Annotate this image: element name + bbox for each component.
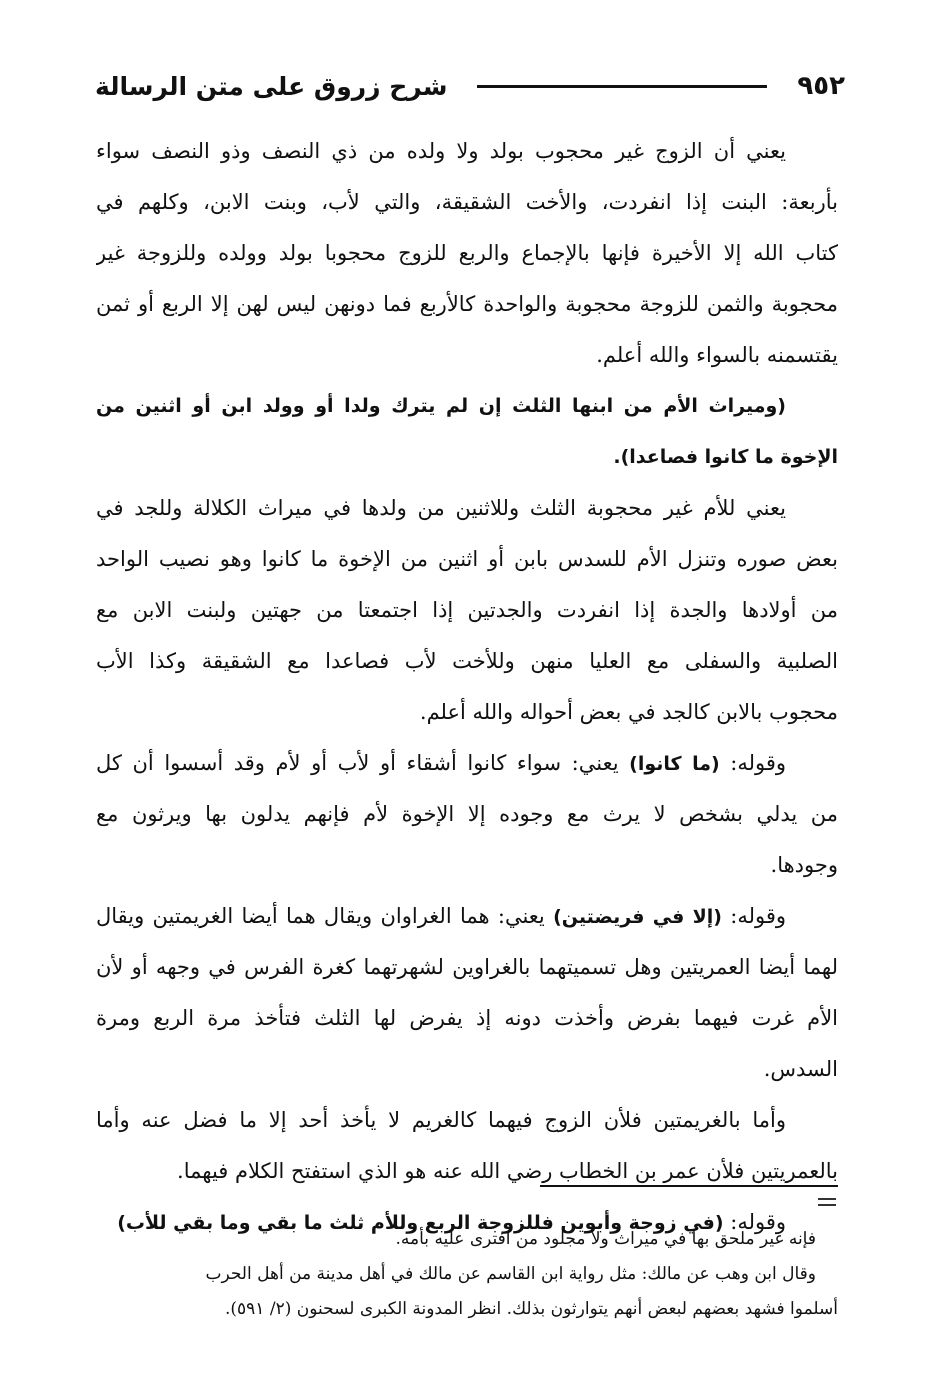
- footnote-continuation-mark: [818, 1198, 836, 1210]
- text-line: كتاب الله إلا الأخيرة فإنها بالإجماع والربع للزوج محجوبا بولد وولده وللزوجة غير: [96, 241, 838, 265]
- text-line: محجوبة والثمن للزوجة محجوبة والواحدة كالأربع فما دونهن ليس لهن إلا الربع أو ثمن: [96, 292, 838, 316]
- text-fragment: يعني: هما الغراوان ويقال هما أيضا الغريمتين ويقال: [96, 904, 554, 928]
- matn-term: (إلا في فريضتين): [553, 906, 722, 928]
- text-line: الأم غرت فيهما بفرض وأخذت دونه إذ يفرض لها الثلث فتأخذ مرة الربع ومرة: [96, 1006, 838, 1030]
- header-rule: [477, 85, 767, 88]
- text-line: السدس.: [763, 1057, 838, 1081]
- page-number: ٩٥٢: [797, 71, 845, 101]
- text-line: يعني للأم غير محجوبة الثلث وللاثنين من ولدها في ميراث الكلالة وللجد في: [96, 496, 786, 520]
- book-title: شرح زروق على متن الرسالة: [95, 71, 448, 101]
- text-line: الصلبية والسفلى مع العليا منهن وللأخت لأب فصاعدا مع الشقيقة وكذا الأب: [96, 649, 838, 673]
- main-text: [96, 126, 838, 1248]
- matn-line: الإخوة ما كانوا فصاعدا).: [613, 446, 838, 468]
- text-line: [96, 738, 838, 789]
- text-line: وجودها.: [770, 853, 838, 877]
- text-line: وأما بالغريمتين فلأن الزوج فيهما كالغريم لا يأخذ أحد إلا ما فضل عنه وأما: [96, 1108, 786, 1132]
- matn-line: (وميراث الأم من ابنها الثلث إن لم يترك ولدا أو وولد ابن أو اثنين من: [96, 395, 786, 417]
- footnote-line: فإنه غير ملحق بها في ميراث ولا مجلود من افترى عليه بأمه.: [395, 1229, 816, 1249]
- matn-term: (في زوجة وأبوين فللزوجة الربع وللأم ثلث ما بقي وما بقي للأب): [117, 1212, 724, 1234]
- text-line: من أولادها والجدة إذا انفردت والجدتين إذا اجتمعتا من جهتين ولبنت الابن مع: [96, 598, 838, 622]
- text-line: محجوب بالابن كالجد في بعض أحواله والله أعلم.: [419, 700, 838, 724]
- footnote-separator: [540, 1185, 838, 1187]
- text-fragment: يعني: سواء كانوا أشقاء أو لأب أو لأم وقد أسسوا أن كل: [96, 751, 630, 775]
- qawluhu-prefix: وقوله:: [723, 1210, 786, 1234]
- text-line: من يدلي بشخص لا يرث مع وجوده إلا الإخوة لأم فإنهم يدلون بها ويرثون مع: [96, 802, 838, 826]
- text-line: لهما أيضا العمريتين وهل تسميتهما بالغراوين لشهرتهما كغرة الفرس في وجهه أو لأن: [96, 955, 838, 979]
- text-line: يقتسمنه بالسواء والله أعلم.: [596, 343, 838, 367]
- text-line: بأربعة: البنت إذا انفردت، والأخت الشقيقة، والتي لأب، وبنت الابن، وكلهم في: [96, 190, 838, 214]
- matn-term: (ما كانوا): [629, 753, 720, 775]
- footnotes: [96, 1222, 838, 1327]
- qawluhu-prefix: وقوله:: [721, 904, 787, 928]
- qawluhu-prefix: وقوله:: [719, 751, 787, 775]
- text-line: يعني أن الزوج غير محجوب بولد ولا ولده من ذي النصف وذو النصف سواء: [96, 139, 786, 163]
- footnote-line: وقال ابن وهب عن مالك: مثل رواية ابن القاسم عن مالك في أهل مدينة من أهل الحرب: [205, 1264, 816, 1284]
- footnote-line: أسلموا فشهد بعضهم لبعض أنهم يتوارثون بذلك. انظر المدونة الكبرى لسحنون (٢/ ٥٩١).: [224, 1299, 838, 1319]
- text-line: بعض صوره وتنزل الأم للسدس بابن أو اثنين من الإخوة ما كانوا وهو نصيب الواحد: [96, 547, 838, 571]
- page-header: [95, 62, 845, 110]
- text-line: [96, 891, 838, 942]
- text-line: بالعمريتين فلأن عمر بن الخطاب رضي الله عنه هو الذي استفتح الكلام فيهما.: [177, 1159, 838, 1183]
